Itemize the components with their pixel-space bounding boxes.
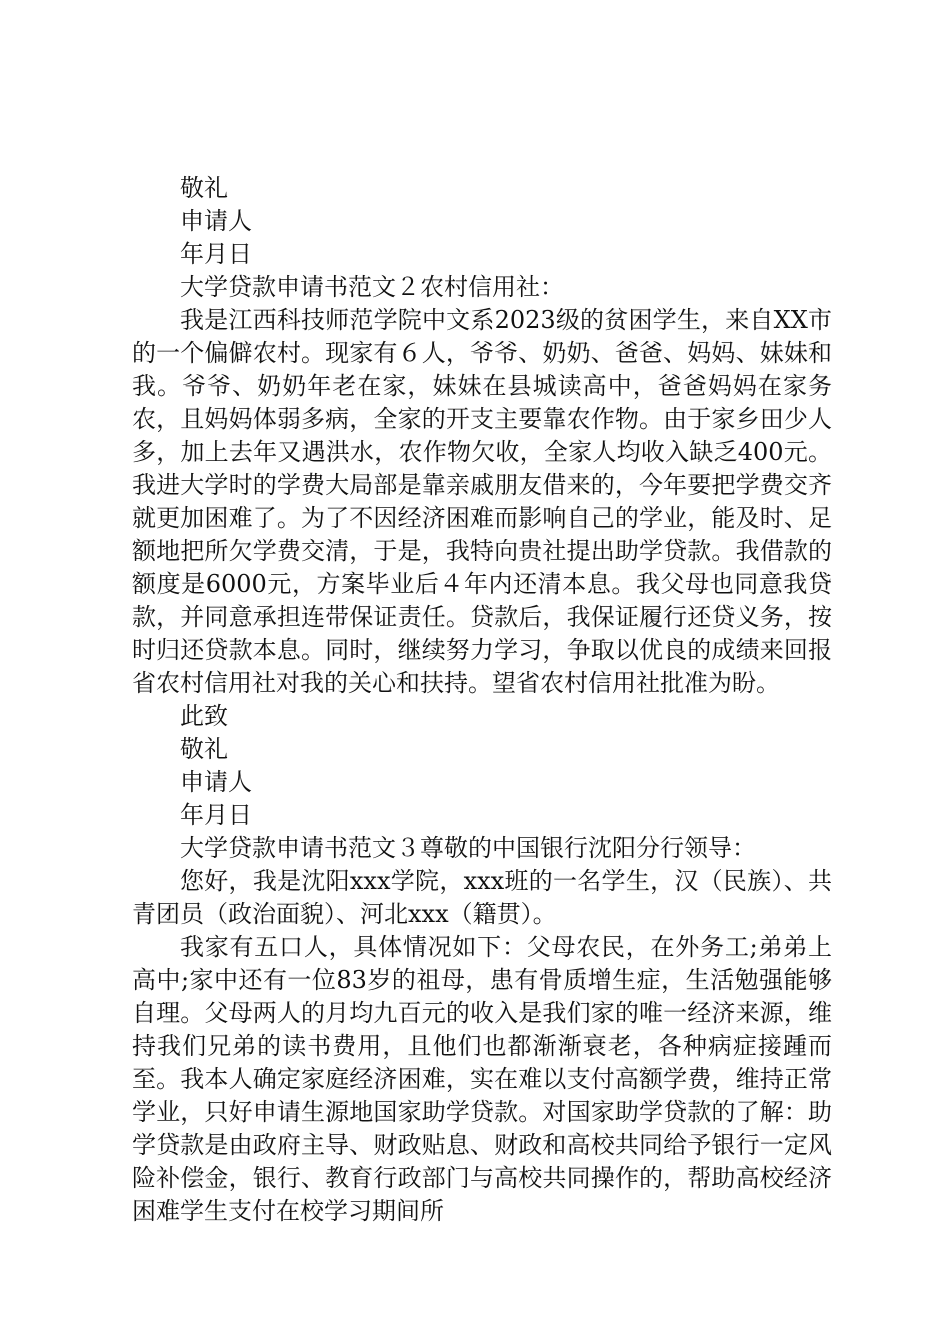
sample-2-heading: 大学贷款申请书范文２农村信用社： bbox=[180, 273, 564, 301]
applicant-line: 申请人 bbox=[180, 768, 252, 796]
date-line: 年月日 bbox=[180, 240, 252, 268]
sample-2-body: 我是江西科技师范学院中文系2023级的贫困学生，来自XX市的一个偏僻农村。现家有６人，爷爷、奶奶、爸爸、妈妈、妹妹和我。爷爷、奶奶年老在家，妹妹在县城读高中，爸爸妈妈在家务农，且妈妈体弱多病，全家的开支主要靠农作物。由于家乡田少人多，加上去年又遇洪水，农作物欠收，全家人均收入缺乏400元。我进大学时的学费大局部是靠亲戚朋友借来的，今年要把学费交齐就更加困难了。为了不因经济困难而影响自己的学业，能及时、足额地把所欠学费交清，于是，我特向贵社提出助学贷款。我借款的额度是6000元，方案毕业后４年内还清本息。我父母也同意我贷款，并同意承担连带保证责任。贷款后，我保证履行还贷义务，按时归还贷款本息。同时，继续努力学习，争取以优良的成绩来回报省农村信用社对我的关心和扶持。望省农村信用社批准为盼。 bbox=[132, 306, 832, 697]
sample-3-intro: 您好，我是沈阳xxx学院，xxx班的一名学生，汉（民族）、共青团员（政治面貌）、河北xxx（籍贯）。 bbox=[132, 867, 832, 928]
closing-salutation: 敬礼 bbox=[180, 735, 228, 763]
applicant-line: 申请人 bbox=[180, 207, 252, 235]
document-body bbox=[132, 172, 832, 1228]
sample-3-heading: 大学贷款申请书范文３尊敬的中国银行沈阳分行领导： bbox=[180, 834, 756, 862]
closing-salutation: 敬礼 bbox=[180, 174, 228, 202]
date-line: 年月日 bbox=[180, 801, 252, 829]
sample-3-body: 我家有五口人，具体情况如下：父母农民，在外务工;弟弟上高中;家中还有一位83岁的祖母，患有骨质增生症，生活勉强能够自理。父母两人的月均九百元的收入是我们家的唯一经济来源，维持我们兄弟的读书费用，且他们也都渐渐衰老，各种病症接踵而至。我本人确定家庭经济困难，实在难以支付高额学费，维持正常学业，只好申请生源地国家助学贷款。对国家助学贷款的了解：助学贷款是由政府主导、财政贴息、财政和高校共同给予银行一定风险补偿金，银行、教育行政部门与高校共同操作的，帮助高校经济困难学生支付在校学习期间所 bbox=[132, 933, 832, 1225]
closing-greeting: 此致 bbox=[180, 702, 228, 730]
